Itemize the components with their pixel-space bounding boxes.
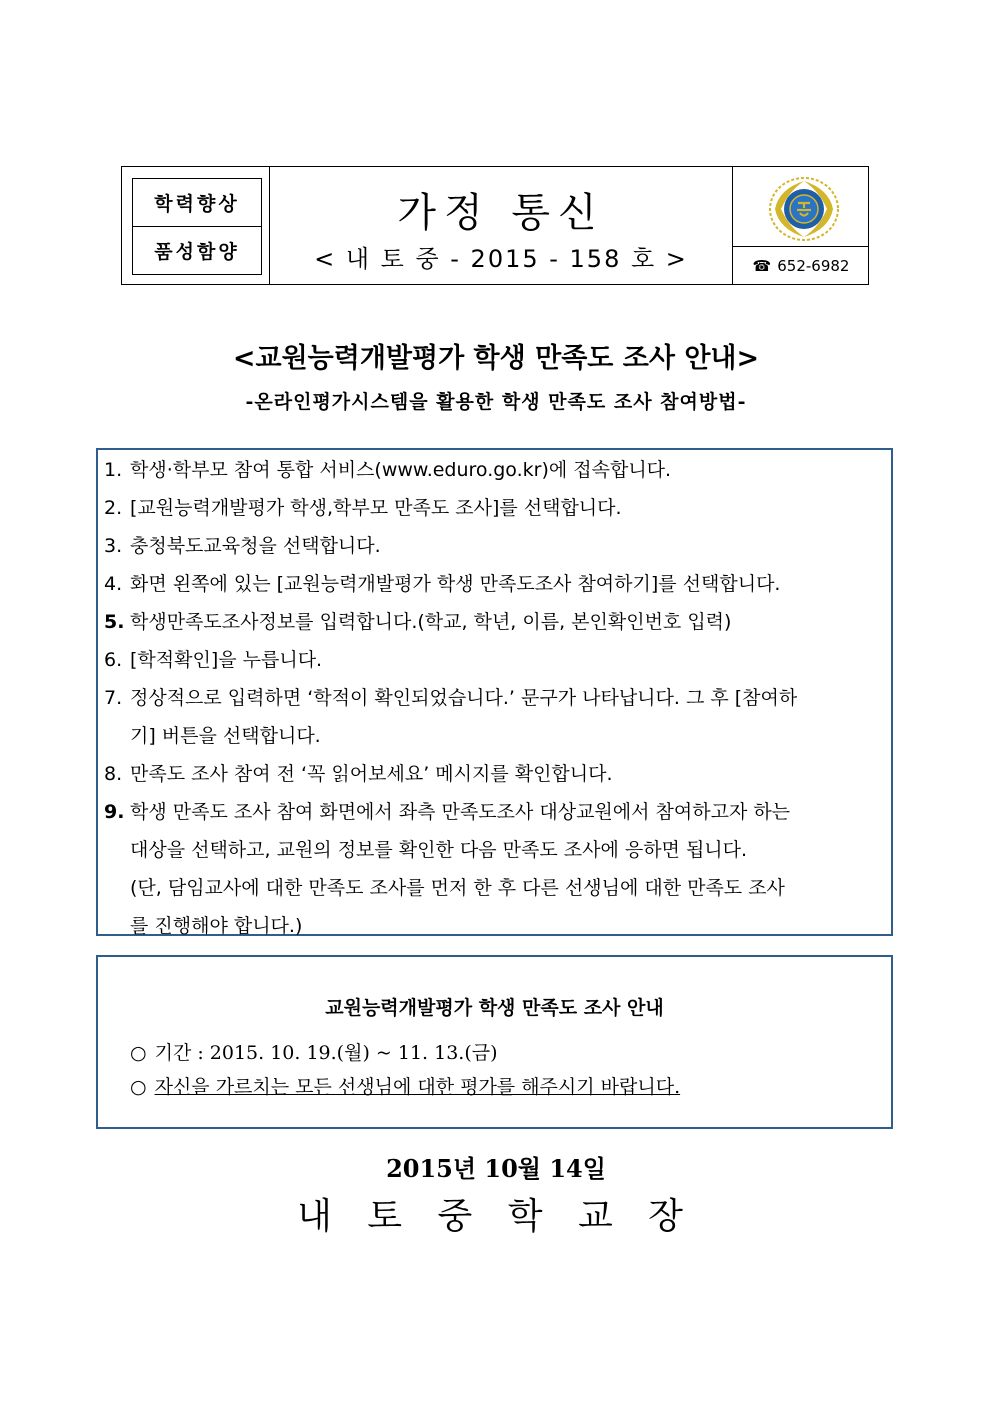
step-9-continued-3: 를 진행해야 합니다.) (130, 915, 303, 937)
step-8: 8. 만족도 조사 참여 전 ‘꼭 읽어보세요’ 메시지를 확인합니다. (104, 763, 613, 785)
newsletter-title: 가정 통신 (397, 190, 605, 236)
step-9: 9. 학생 만족도 조사 참여 화면에서 좌측 만족도조사 대상교원에서 참여하고자 하는 (104, 801, 791, 823)
notice-request: ○ 자신을 가르치는 모든 선생님에 대한 평가를 해주시기 바랍니다. (130, 1076, 681, 1098)
principal-signature: 내 토 중 학 교 장 (297, 1196, 695, 1237)
step-7-continued: 기] 버튼을 선택합니다. (130, 725, 321, 747)
step-9-continued-1: 대상을 선택하고, 교원의 정보를 확인한 다음 만족도 조사에 응하면 됩니다. (130, 839, 748, 861)
bullet-circle-icon: ○ (130, 1076, 147, 1098)
school-logo-icon (769, 177, 839, 241)
motto-cell (122, 167, 270, 284)
phone-number: 652-6982 (777, 257, 850, 275)
steps-box (96, 448, 893, 936)
notice-period: ○ 기간 : 2015. 10. 19.(월) ~ 11. 13.(금) (130, 1042, 498, 1064)
logo-cell (732, 167, 869, 284)
phone-icon: ☎ (752, 257, 772, 275)
document-subtitle: -온라인평가시스템을 활용한 학생 만족도 조사 참여방법- (245, 391, 747, 413)
step-1: 1. 학생·학부모 참여 통합 서비스(www.eduro.go.kr)에 접속합니다. (104, 459, 672, 481)
motto-2: 품성함양 (132, 226, 262, 275)
header-table (121, 166, 869, 285)
notice-title: 교원능력개발평가 학생 만족도 조사 안내 (325, 997, 664, 1019)
step-3: 3. 충청북도교육청을 선택합니다. (104, 535, 381, 557)
document-title: <교원능력개발평가 학생 만족도 조사 안내> (232, 343, 760, 374)
title-cell (270, 167, 732, 284)
bullet-circle-icon: ○ (130, 1042, 147, 1064)
step-4: 4. 화면 왼쪽에 있는 [교원능력개발평가 학생 만족도조사 참여하기]를 선택합니다. (104, 573, 781, 595)
step-5: 5. 학생만족도조사정보를 입력합니다.(학교, 학년, 이름, 본인확인번호 입력) (104, 611, 732, 633)
issue-date: 2015년 10월 14일 (386, 1154, 606, 1183)
step-2: 2. [교원능력개발평가 학생,학부모 만족도 조사]를 선택합니다. (104, 497, 622, 519)
phone-row (733, 246, 869, 285)
step-7: 7. 정상적으로 입력하면 ‘학적이 확인되었습니다.’ 문구가 나타납니다. 그 후 [참여하 (104, 687, 798, 709)
step-9-continued-2: (단, 담임교사에 대한 만족도 조사를 먼저 한 후 다른 선생님에 대한 만족도 조사 (130, 877, 785, 899)
step-6: 6. [학적확인]을 누릅니다. (104, 649, 323, 671)
motto-1: 학력향상 (132, 178, 262, 227)
notice-box (96, 955, 893, 1129)
document-number: < 내 토 중 - 2015 - 158 호 > (314, 245, 688, 273)
